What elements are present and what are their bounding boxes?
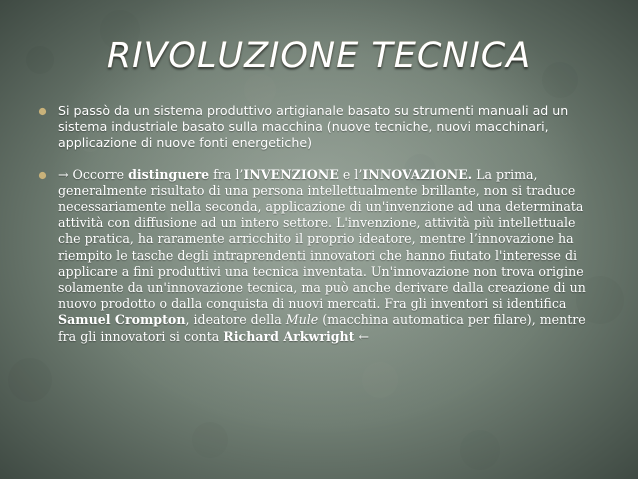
text-run: fra l’ — [209, 166, 244, 182]
bullet-text-1: Si passò da un sistema produttivo artigianale basato su strumenti manuali ad un sistema industriale basato sulla macchina (nuove tecniche, nuovi macchinari, applicazione di nuove fonti energetiche) — [58, 103, 569, 151]
italic-mule: Mule — [285, 312, 319, 328]
text-run: La prima, generalmente risultato di una persona intellettualmente brillante, non si traduce necessariamente nella seconda, applicazione di un'invenzione ad una determinata attività con diffusione ad un intero settore. L'invenzione, attività più intellettuale che pratica, ha raramente arricchito il proprio ideatore, mentre l’innovazione ha riempito le tasche degli intraprendenti innovatori che hanno fiutato l'interesse di applicare a fini produttivi una tecnica inventata. Un'innovazione non trova origine solamente da un'innovazione tecnica, ma può anche derivare dalla creazione di un nuovo prodotto o dalla conquista di nuovi mercati. Fra gli inventori si identifica — [58, 166, 586, 312]
slide-body — [38, 103, 600, 360]
text-run: (macchina automatica per filare), mentre fra gli innovatori si conta — [58, 312, 586, 344]
bold-invenzione: INVENZIONE — [243, 166, 339, 182]
bold-samuel-crompton: Samuel Crompton — [58, 312, 186, 328]
bullet-item-1 — [38, 103, 600, 152]
slide-title: RIVOLUZIONE TECNICA — [106, 36, 532, 76]
bold-innovazione: INNOVAZIONE. — [362, 166, 473, 182]
bullet-text-2 — [58, 167, 586, 344]
bullet-icon — [38, 171, 47, 180]
text-run: , ideatore della — [185, 312, 286, 328]
bullet-item-2 — [38, 167, 600, 345]
bold-distinguere: distinguere — [128, 166, 210, 182]
text-run: ← — [354, 328, 370, 344]
bold-richard-arkwright: Richard Arkwright — [223, 328, 355, 344]
bullet-icon — [38, 107, 47, 116]
text-run: → Occorre — [58, 166, 129, 182]
text-run: e l’ — [338, 166, 363, 182]
